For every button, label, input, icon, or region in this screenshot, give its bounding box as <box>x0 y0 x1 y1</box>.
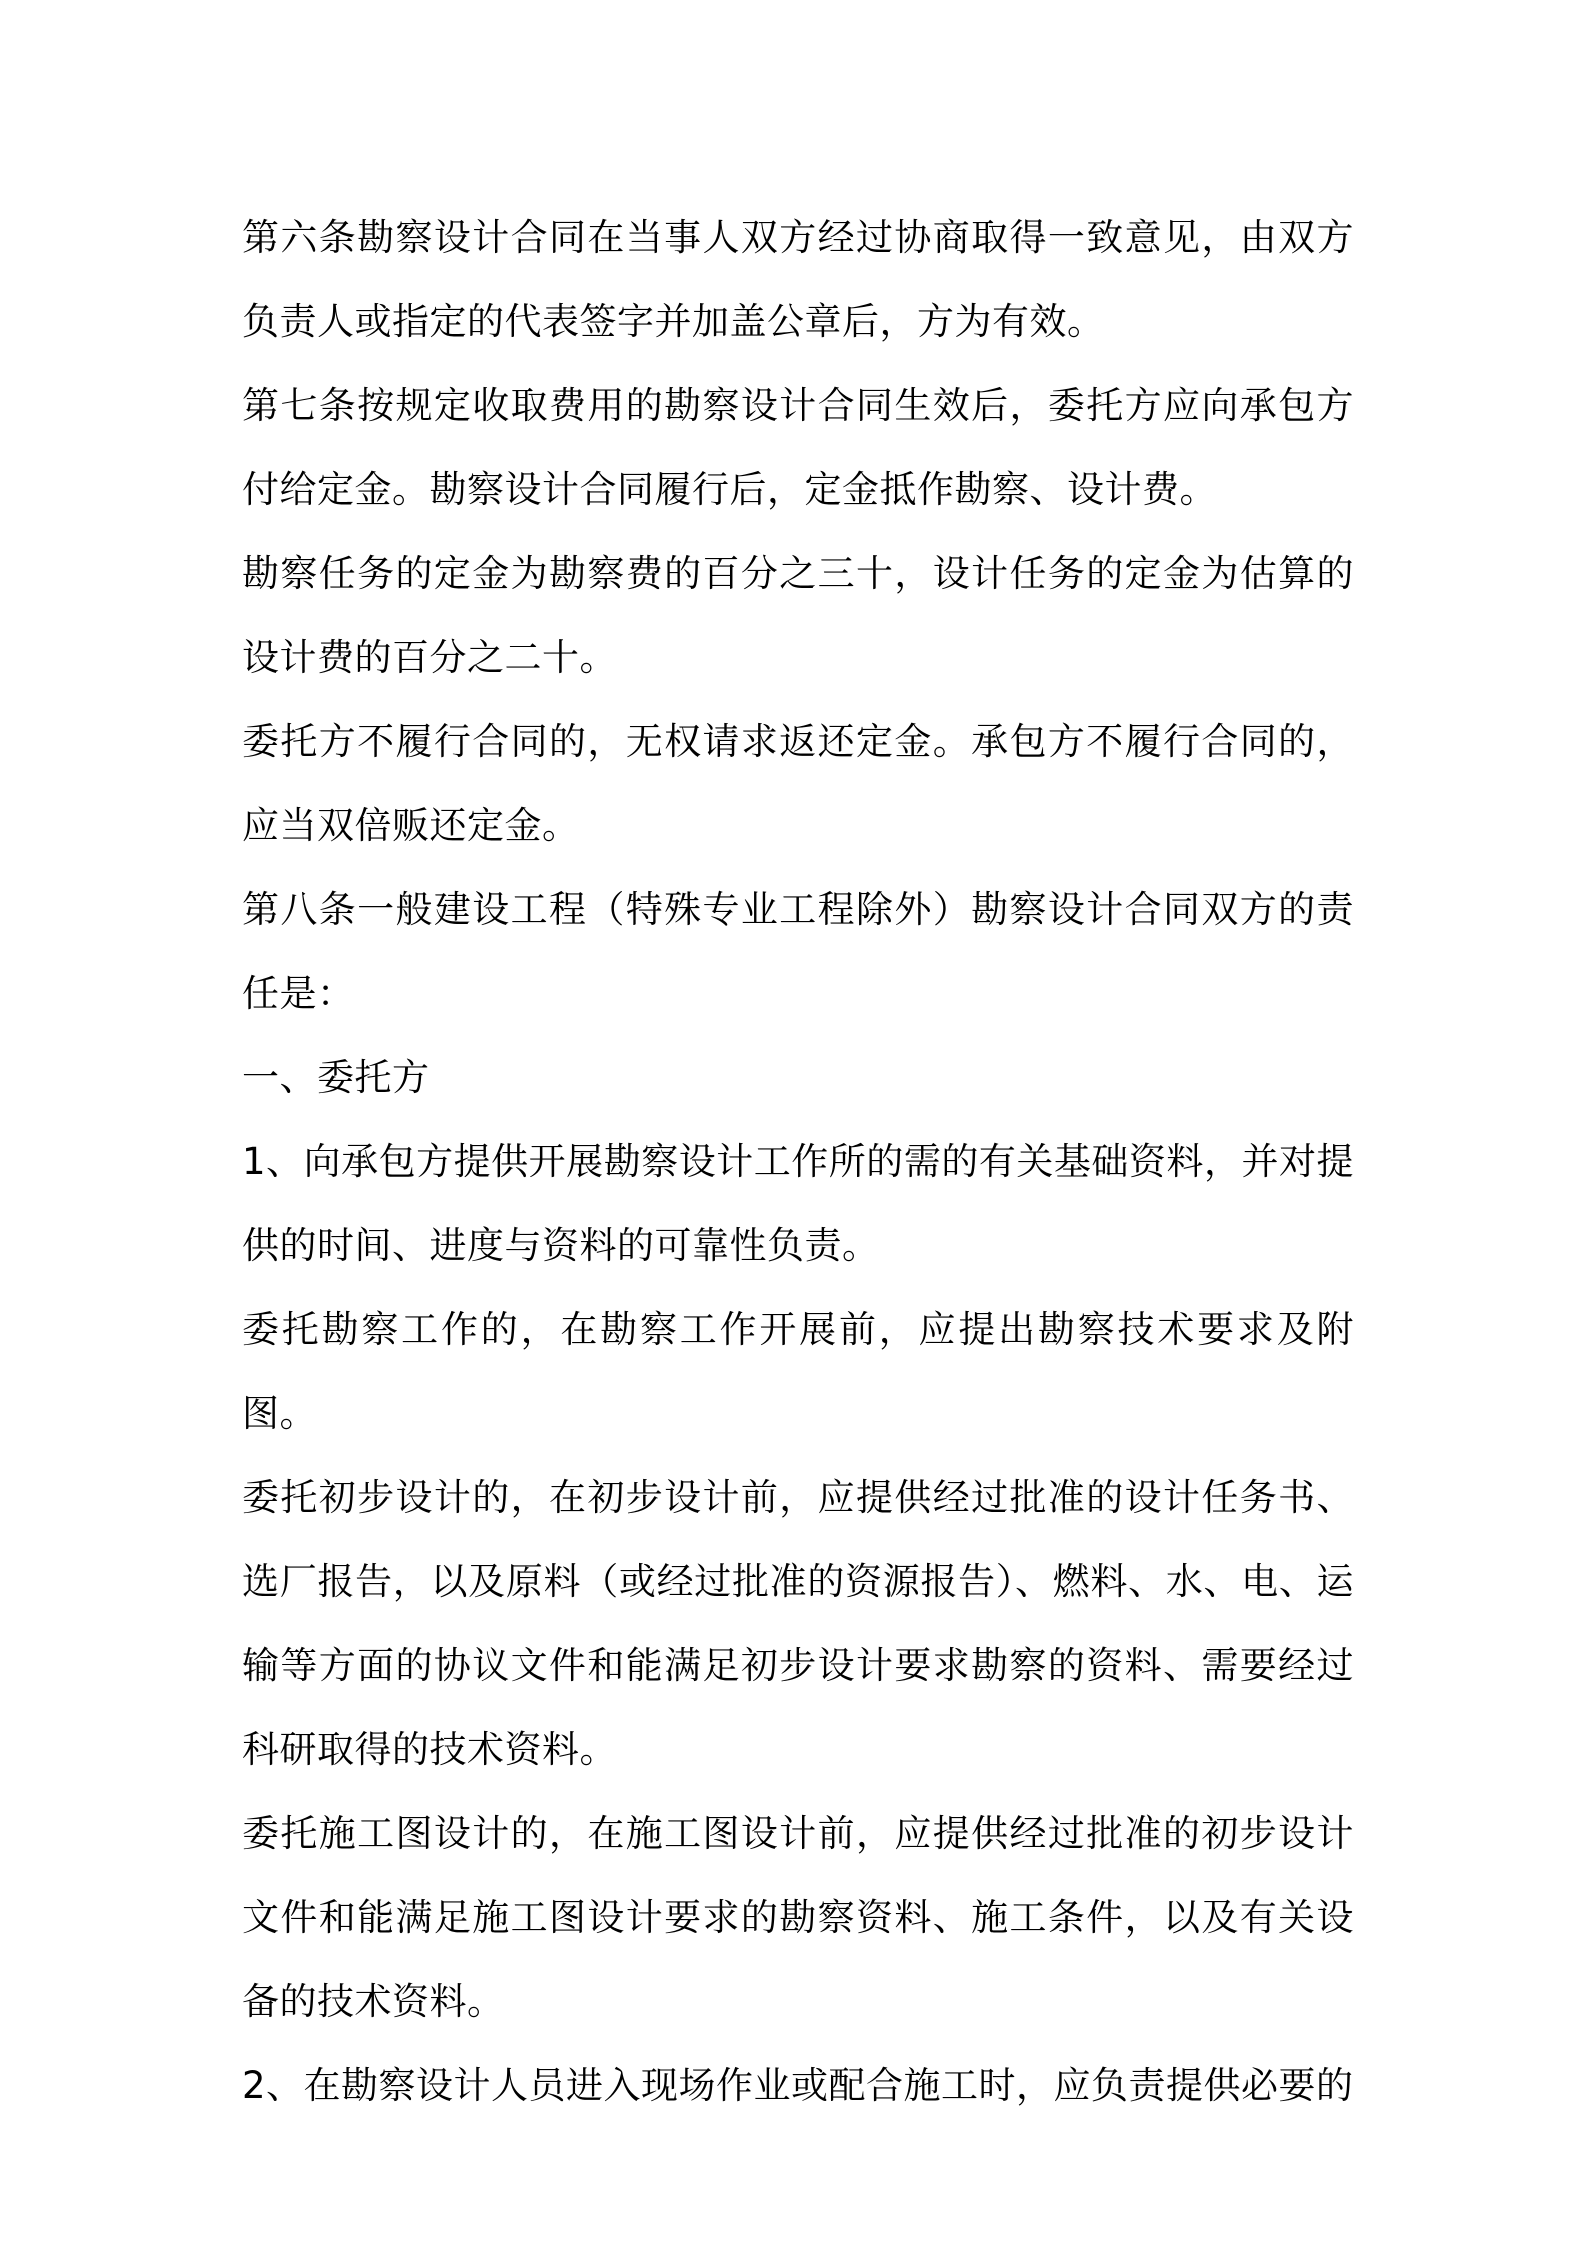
paragraph-deposit-rates: 勘察任务的定金为勘察费的百分之三十，设计任务的定金为估算的设计费的百分之二十。 <box>242 552 1354 679</box>
document-body <box>242 196 1354 2128</box>
paragraph-deposit-breach: 委托方不履行合同的，无权请求返还定金。承包方不履行合同的，应当双倍贩还定金。 <box>242 720 1354 847</box>
paragraph-article-8: 第八条一般建设工程（特殊专业工程除外）勘察设计合同双方的责任是： <box>242 888 1354 1015</box>
paragraph-survey-commission: 委托勘察工作的，在勘察工作开展前，应提出勘察技术要求及附图。 <box>242 1308 1354 1435</box>
paragraph-item-2: 2、在勘察设计人员进入现场作业或配合施工时，应负责提供必要的 <box>242 2064 1354 2107</box>
paragraph-construction-drawing: 委托施工图设计的，在施工图设计前，应提供经过批准的初步设计文件和能满足施工图设计要求的勘察资料、施工条件，以及有关设备的技术资料。 <box>242 1812 1354 2023</box>
section-heading-client: 一、委托方 <box>242 1056 430 1099</box>
paragraph-article-6: 第六条勘察设计合同在当事人双方经过协商取得一致意见，由双方负责人或指定的代表签字并加盖公章后，方为有效。 <box>242 216 1354 343</box>
paragraph-item-1: 1、向承包方提供开展勘察设计工作所的需的有关基础资料，并对提供的时间、进度与资料的可靠性负责。 <box>242 1140 1354 1267</box>
paragraph-article-7: 第七条按规定收取费用的勘察设计合同生效后，委托方应向承包方付给定金。勘察设计合同履行后，定金抵作勘察、设计费。 <box>242 384 1354 511</box>
paragraph-preliminary-design: 委托初步设计的，在初步设计前，应提供经过批准的设计任务书、选厂报告，以及原料（或经过批准的资源报告）、燃料、水、电、运输等方面的协议文件和能满足初步设计要求勘察的资料、需要经过科研取得的技术资料。 <box>242 1476 1354 1771</box>
